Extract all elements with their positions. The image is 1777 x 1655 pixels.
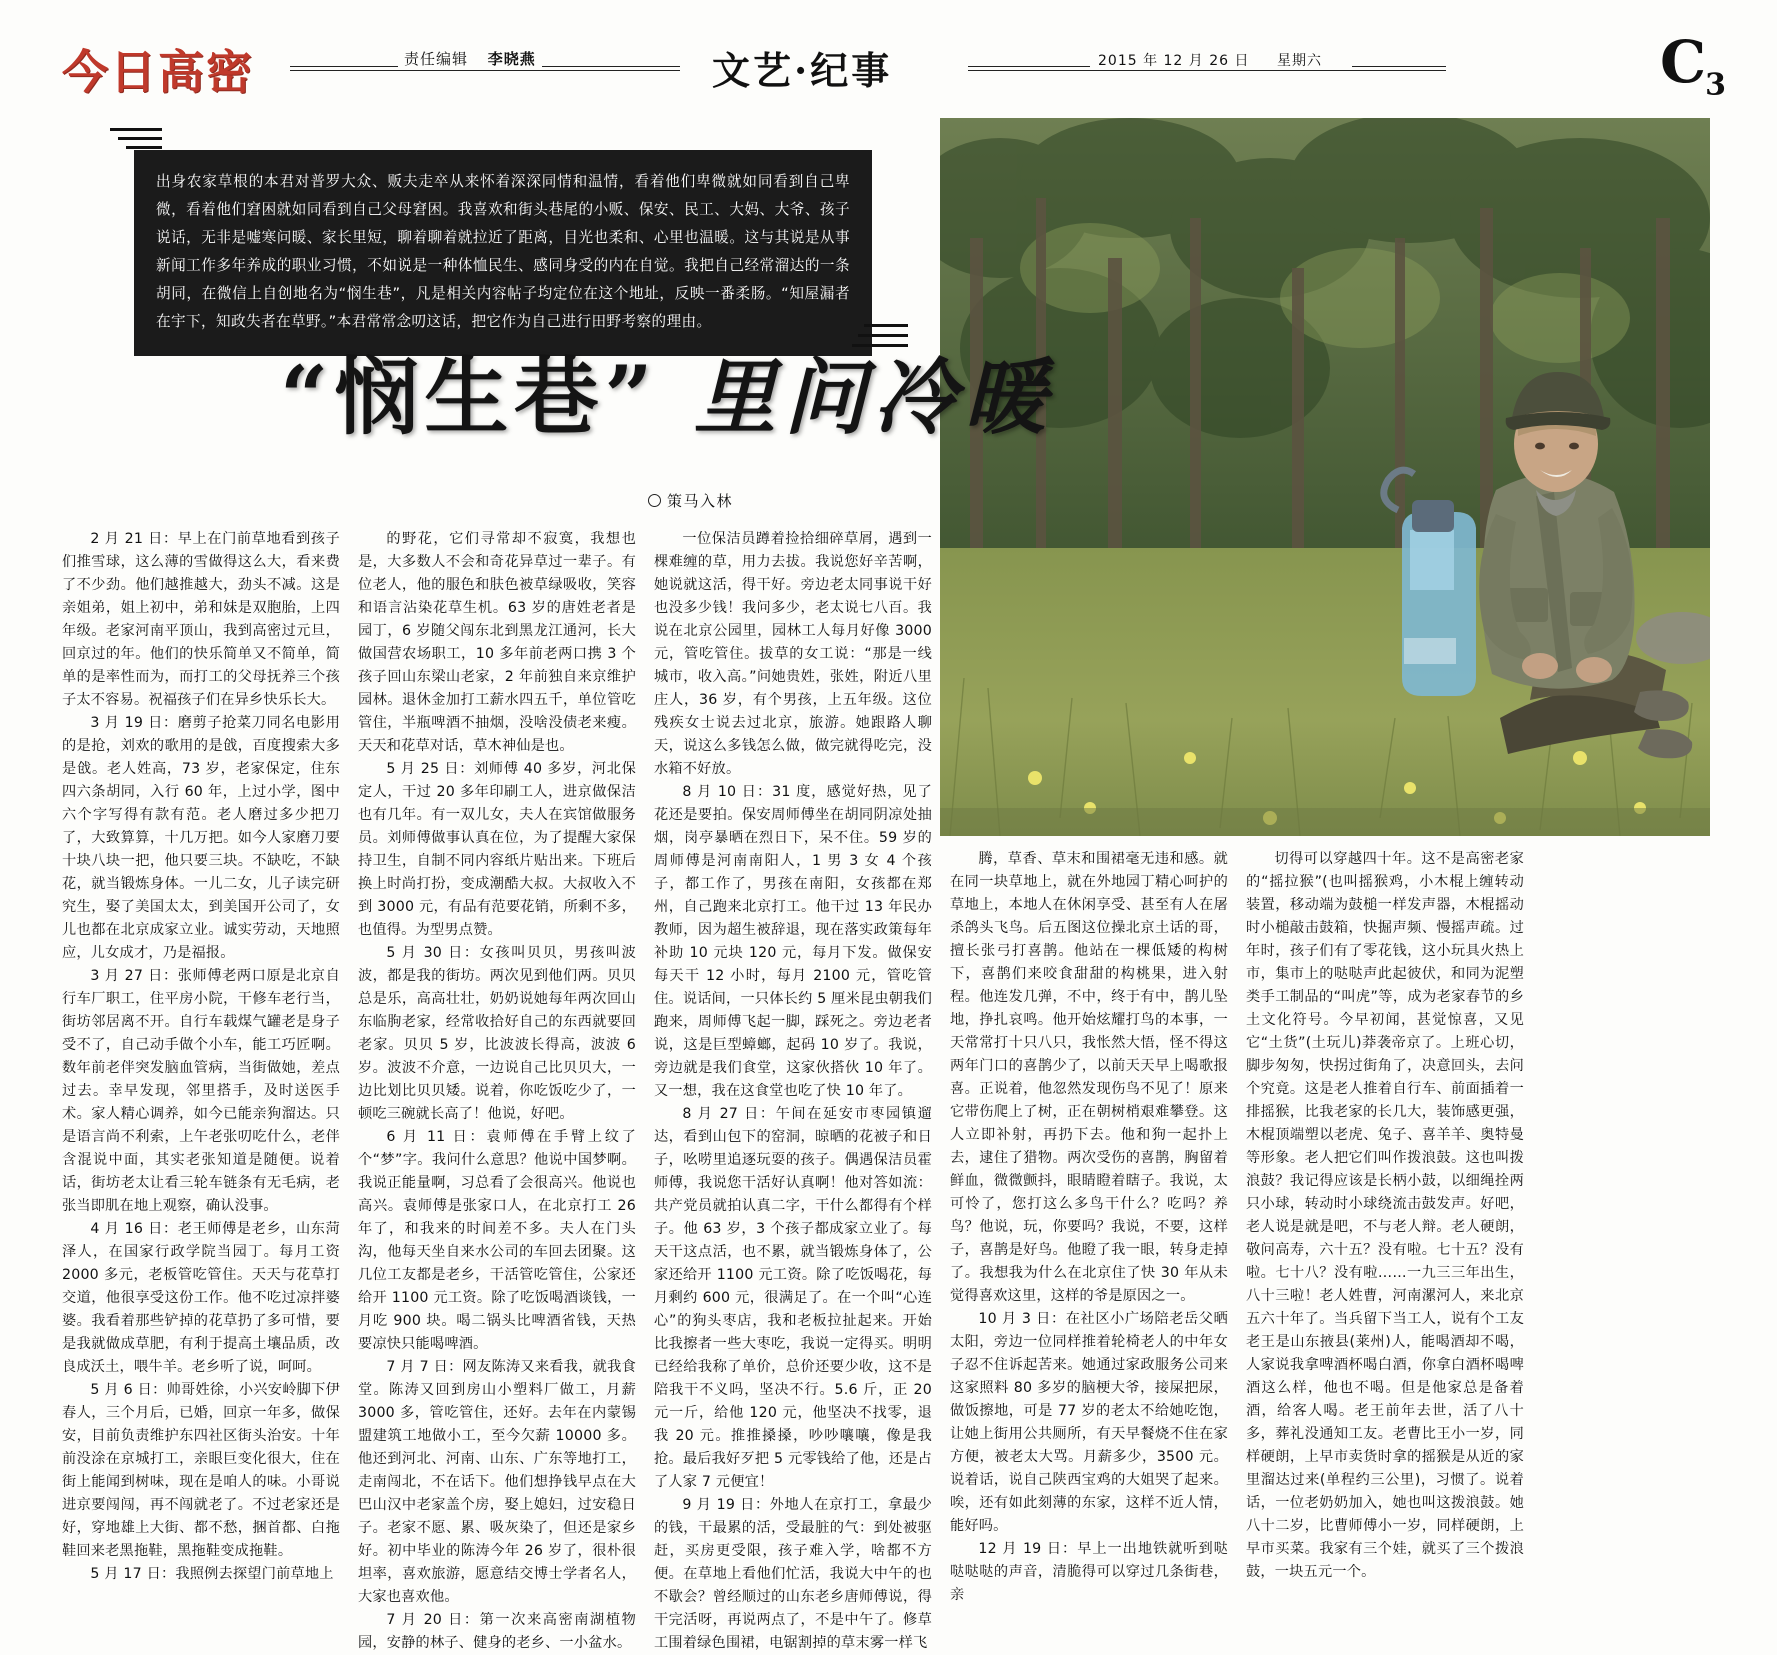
- paragraph: 5 月 6 日：帅哥姓徐，小兴安岭脚下伊春人，三个月后，已婚，回京一年多，做保安，目前负责维护东四社区街头治安。十年前没涂在京城打工，亲眼巨变化很大，住在街上能闻到树味，现在是咱人的味。小哥说进京要闯闯，再不闯就老了。不过老家还是好，穿地雄上大街、都不愁，捆首都、白拖鞋回来老黑拖鞋，黑拖鞋变成拖鞋。: [62, 1382, 340, 1559]
- paragraph: 9 月 19 日：外地人在京打工，拿最少的钱，干最累的活，受最脏的气：到处被驱赶，买房更受限，孩子难入学，啥都不方便。在草地上看他们忙活，我说大中午的也不歇会？曾经顺过的山东老乡唐师傅说，得干完活呀，再说两点了，不是中午了。修草工围着绿色围裙，电锯割掉的草末雾一样飞: [654, 1497, 932, 1651]
- headline-part-1: “悯生巷”: [280, 347, 659, 446]
- paragraph: 7 月 20 日：第一次来高密南湖植物园，安静的林子、健身的老乡、一小盆水。: [358, 1612, 636, 1651]
- paragraph: 切得可以穿越四十年。这不是高密老家的“摇拉猴”(也叫摇猴鸡，小木棍上缠转动装置，移动端为鼓槌一样发声器，木棍摇动时小槌敲击鼓箱，快掘声频、慢摇声疏。过年时，孩子们有了零花钱，这小玩具火热上市，集市上的哒哒声此起彼伏，和同为泥塑类手工制品的“叫虎”等，成为老家春节的乡土文化符号。今早初闻，甚觉惊喜，又见它“土货”(土玩儿)莽袭帝京了。上班心切，脚步匆匆，快拐过街角了，决意回头，去问个究竟。这是老人推着自行车、前面插着一排摇猴，比我老家的长几大，装饰感更强，木棍顶端塑以老虎、兔子、喜羊羊、奥特曼等形象。老人把它们叫作拨浪鼓。这也叫拨浪鼓？我记得应该是长柄小鼓，以细绳拴两只小球，转动时小球绕流击鼓发声。好吧，老人说是就是吧，不与老人辩。老人硬朗，敬问高寿，六十五？没有啦。七十五？没有啦。七十八？没有啦……一九三三年出生，八十三啦！老人姓曹，河南漯河人，来北京五六十年了。当兵留下当工人，说有个工友老王是山东掖县(莱州)人，能喝酒却不喝，人家说我拿啤酒杯喝白酒，你拿白酒杯喝啤酒这么样，他也不喝。但是他家总是备着酒，给客人喝。老王前年去世，活了八十多，葬礼没通知工友。老曹比王小一岁，同样硬朗，上早市卖货时拿的摇猴是从近的家里溜达过来(单程约三公里)，习惯了。说着话，一位老奶奶加入，她也叫这拨浪鼓。她八十二岁，比曹师傅小一岁，同样硬朗，上早市买菜。我家有三个娃，就买了三个拨浪鼓，一块五元一个。: [1246, 851, 1524, 1580]
- paragraph: 5 月 17 日：我照例去探望门前草地上: [90, 1566, 334, 1582]
- paragraph: 5 月 30 日：女孩叫贝贝，男孩叫波波，都是我的街坊。两次见到他们两。贝贝总是乐，高高壮壮，奶奶说她每年两次回山东临朐老家，经常收拾好自己的东西就要回老家。贝贝 5 岁，比波波长得高，波波 6 岁。波波不介意，一边说自己比贝贝大，一边比划比贝贝矮。说着，你吃饭吃少了，一顿吃三碗就长高了！他说，好吧。: [358, 945, 636, 1122]
- byline: [648, 490, 733, 511]
- lead-paragraph: 出身农家草根的本君对普罗大众、贩夫走卒从来怀着深深同情和温情，看着他们卑微就如同看到自己卑微，看着他们窘困就如同看到自己父母窘困。我喜欢和街头巷尾的小贩、保安、民工、大妈、大爷、孩子说话，无非是嘘寒问暖、家长里短，聊着聊着就拉近了距离，目光也柔和、心里也温暖。这与其说是从事新闻工作多年养成的职业习惯，不如说是一种体恤民生、感同身受的内在自觉。我把自己经常溜达的一条胡同，在微信上自创地名为“悯生巷”，凡是相关内容帖子均定位在这个地址，反映一番柔肠。“知屋漏者在宇下，知政失者在草野。”本君常常念叨这话，把它作为自己进行田野考察的理由。: [134, 150, 872, 356]
- column-5: [1246, 848, 1524, 1584]
- date-text: 2015 年 12 月 26 日: [1098, 53, 1250, 69]
- section-title: 文艺·纪事: [712, 48, 893, 93]
- page-number: [1660, 28, 1725, 103]
- masthead: [0, 0, 1777, 118]
- paragraph: 2 月 21 日：早上在门前草地看到孩子们推雪球，这么薄的雪做得这么大，看来费了不少劲。他们越推越大，劲头不减。这是亲姐弟，姐上初中，弟和妹是双胞胎，上四年级。老家河南平顶山，我到高密过元旦，回京过的年。他们的快乐简单又不简单，简单的是率性而为，而打工的父母抚养三个孩子太不容易。祝福孩子们在异乡快乐长大。: [62, 531, 340, 708]
- paragraph: 7 月 7 日：网友陈涛又来看我，就我食堂。陈涛又回到房山小塑料厂做工，月薪 3000 多，管吃管住，还好。去年在内蒙锡盟建筑工地做小工，至今欠薪 10000 多。他还到河北、河南、山东、广东等地打工，走南闯北，不在话下。他们想挣钱早点在大巴山汉中老家盖个房，娶上媳妇，过安稳日子。老家不愿、累、吸灰染了，但还是家乡好。初中毕业的陈涛今年 26 岁了，很朴很坦率，喜欢旅游，愿意结交博士学者名人，大家也喜欢他。: [358, 1359, 636, 1605]
- editor-name: 李晓燕: [487, 50, 536, 68]
- column-3: [654, 528, 932, 1655]
- editor-credit: [398, 48, 542, 69]
- paragraph: 5 月 25 日：刘师傅 40 多岁，河北保定人，干过 20 多年印刷工人，进京做保洁也有几年。有一双儿女，夫人在宾馆做服务员。刘师傅做事认真在位，为了提醒大家保持卫生，自制不同内容纸片贴出来。下班后换上时尚打扮，变成潮酷大叔。大叔收入不到 3000 元，有品有范要花销，所剩不多，也值得。为型男点赞。: [358, 761, 636, 938]
- paragraph: 一位保洁员蹲着捡拾细碎草屑，遇到一棵难缠的草，用力去拔。我说您好辛苦啊，她说就这活，得干好。旁边老太同事说干好也没多少钱！我问多少，老太说七八百。我说在北京公园里，园林工人每月好像 3000 元，管吃管住。拔草的女工说：“那是一线城市，收入高。”问她贵姓，张姓，附近八里庄人，36 岁，有个男孩，上五年级。这位残疾女士说去过北京，旅游。她跟路人聊天，说这么多钱怎么做，做完就得吃完，没水箱不好放。: [654, 531, 932, 777]
- paragraph: 8 月 10 日：31 度，感觉好热，见了花还是要拍。保安周师傅坐在胡同阴凉处抽烟，岗亭暴晒在烈日下，呆不住。59 岁的周师傅是河南南阳人，1 男 3 女 4 个孩子，都工作了，男孩在南阳，女孩都在郑州，自己跑来北京打工。他干过 13 年民办教师，因为超生被辞退，现在落实政策每年补助 10 元块 120 元，每月下发。做保安每天干 12 小时，每月 2100 元，管吃管住。说话间，一只体长约 5 厘米昆虫朝我们跑来，周师傅飞起一脚，踩死之。旁边老者说，这是巨型蟑螂，起码 10 岁了。我说，旁边就是我们食堂，这家伙搭伙 10 年了。又一想，我在这食堂也吃了快 10 年了。: [654, 784, 932, 1099]
- paragraph: 4 月 16 日：老王师傅是老乡，山东菏泽人，在国家行政学院当园丁。每月工资 2000 多元，老板管吃管住。天天与花草打交道，他很享受这份工作。他不吃过凉拌婆婆。我看着那些铲掉的花草扔了多可惜，要是我就做成草肥，有利于提高土壤品质，改良成沃土，喂牛羊。老乡听了说，呵呵。: [62, 1221, 340, 1375]
- headline-part-2: 里问冷暖: [693, 350, 1054, 446]
- byline-text: 策马入林: [667, 492, 734, 510]
- article-body: [62, 528, 1714, 1651]
- page-letter: C: [1660, 28, 1706, 96]
- publication-date: [1090, 50, 1352, 70]
- page-digit: 3: [1705, 67, 1726, 103]
- column-4: [950, 848, 1228, 1607]
- paragraph: 12 月 19 日：早上一出地铁就听到哒哒哒哒的声音，清脆得可以穿过几条街巷，亲: [950, 1541, 1228, 1603]
- column-1: [62, 528, 340, 1586]
- byline-bullet-icon: [648, 494, 661, 507]
- column-2: [358, 528, 636, 1655]
- paragraph: 的野花，它们寻常却不寂寞，我想也是，大多数人不会和奇花异草过一辈子。有位老人，他的服色和肤色被草绿吸收，笑容和语言沾染花草生机。63 岁的唐姓老者是园丁，6 岁随父闯东北到黑龙江通河，长大做国营农场职工，10 多年前老两口携 3 个孩子回山东梁山老家，2 年前独自来京维护园林。退休金加打工薪水四五千，单位管吃管住，半瓶啤酒不抽烟，没啥没债老来瘦。天天和花草对话，草木神仙是也。: [358, 531, 636, 754]
- newspaper-logo: 今日高密: [62, 45, 254, 99]
- paragraph: 8 月 27 日：午间在延安市枣园镇遛达，看到山包下的窑洞，晾晒的花被子和日子，吆唠里追逐玩耍的孩子。偶遇保洁员霍师傅，我说您干活好认真啊！他对答如流：共产党员就拍认真二字，干什么都得有个样子。他 63 岁，3 个孩子都成家立业了。每天干这点活，也不累，就当锻炼身体了，公家还给开 1100 元工资。除了吃饭喝花，每月剩约 600 元，很满足了。在一个叫“心连心”的狗头枣店，我和老板拉扯起来。开始比我擦者一些大枣吃，我说一定得买。明明已经给我称了单价，总价还要少收，这不是陪我干不义吗，坚决不行。5.6 斤，正 20 元一斤，给他 120 元，他坚决不找零，退我 20 元。推推搡搡，吵吵嚷嚷，像是我抢。最后我好歹把 5 元零钱给了他，还是占了人家 7 元便宜！: [654, 1106, 932, 1490]
- paragraph: 6 月 11 日：袁师傅在手臂上纹了个“梦”字。我问什么意思？他说中国梦啊。我说正能量啊，习总看了会很高兴。他说也高兴。袁师傅是张家口人，在北京打工 26 年了，和我来的时间差不多。夫人在门头沟，他每天坐自来水公司的车回去团聚。这几位工友都是老乡，干活管吃管住，公家还给开 1100 元工资。除了吃饭喝酒谈钱，一月吃 900 块。喝二锅头比啤酒省钱，天热要凉快只能喝啤酒。: [358, 1129, 636, 1352]
- article-headline: [280, 330, 1054, 451]
- weekday-text: 星期六: [1276, 53, 1322, 69]
- paragraph: 3 月 19 日：磨剪子抢菜刀同名电影用的是抢，刘欢的歌用的是戗，百度搜索大多是戗。老人姓高，73 岁，老家保定，住东四六条胡同，入行 60 年，上过小学，图中六个字写得有款有范。老人磨过多少把刀了，大致算算，十几万把。如今人家磨刀要十块八块一把，他只要三块。不缺吃，不缺花，就当锻炼身体。一儿二女，儿子读完研究生，娶了美国太太，到美国开公司了，女儿也都在北京成家立业。诚实劳动，天地照应，儿女成才，乃是福报。: [62, 715, 340, 961]
- paragraph: 3 月 27 日：张师傅老两口原是北京自行车厂职工，住平房小院，干修车老行当，街坊邻居离不开。自行车载煤气罐老是身子受不了，自己动手做个小车，能工巧匠啊。数年前老伴突发脑血管病，当街做她，差点过去。幸早发现，邻里搭手，及时送医手术。家人精心调养，如今已能亲狗溜达。只是语言尚不利索，上午老张叨吃什么，老伴含混说中面，其实老张知道是随便。说着话，街坊老太让看三轮车链条有无毛病，老张当即肌在地上观察，确认没事。: [62, 968, 340, 1214]
- editor-label: 责任编辑: [404, 50, 469, 68]
- paragraph: 10 月 3 日：在社区小广场陪老岳父晒太阳，旁边一位同样推着轮椅老人的中年女子忍不住诉起苦来。她通过家政服务公司来这家照料 80 多岁的脑梗大爷，接屎把尿，做饭擦地，可是 77 岁的老太不给她吃饱，让她上街用公共厕所，有天早餐烧不住在家方便，被老太大骂。月薪多少，3500 元。说着话，说自己陕西宝鸡的大姐哭了起来。唉，还有如此刻薄的东家，这样不近人情，能好吗。: [950, 1311, 1228, 1534]
- paragraph: 腾，草香、草末和围裙毫无违和感。就在同一块草地上，就在外地园丁精心呵护的草地上，本地人在休闲享受、甚至有人在屠杀鸽头飞鸟。后五图这位操北京土话的哥，擅长张弓打喜鹊。他站在一棵低矮的构树下，喜鹊们来咬食甜甜的构桃果，进入射程。他连发几弹，不中，终于有中，鹊儿坠地，挣扎哀鸣。他开始炫耀打鸟的本事，一天常常打十只八只，我怅然大悟，怪不得这两年门口的喜鹊少了，以前天天早上喝歌报喜。正说着，他忽然发现伤鸟不见了！原来它带伤爬上了树，正在朝树梢艰难攀登。这人立即补射，再扔下去。他和狗一起扑上去，逮住了猎物。两次受伤的喜鹊，胸留着鲜血，微微颤抖，眼睛瞪着瞎子。我说，太可怜了，您打这么多鸟干什么？吃吗？养鸟？他说，玩，你要吗？我说，不要，这样子，喜鹊是好鸟。他瞪了我一眼，转身走掉了。我想我为什么在北京住了快 30 年从未觉得喜欢这里，这样的爷是原因之一。: [950, 851, 1228, 1304]
